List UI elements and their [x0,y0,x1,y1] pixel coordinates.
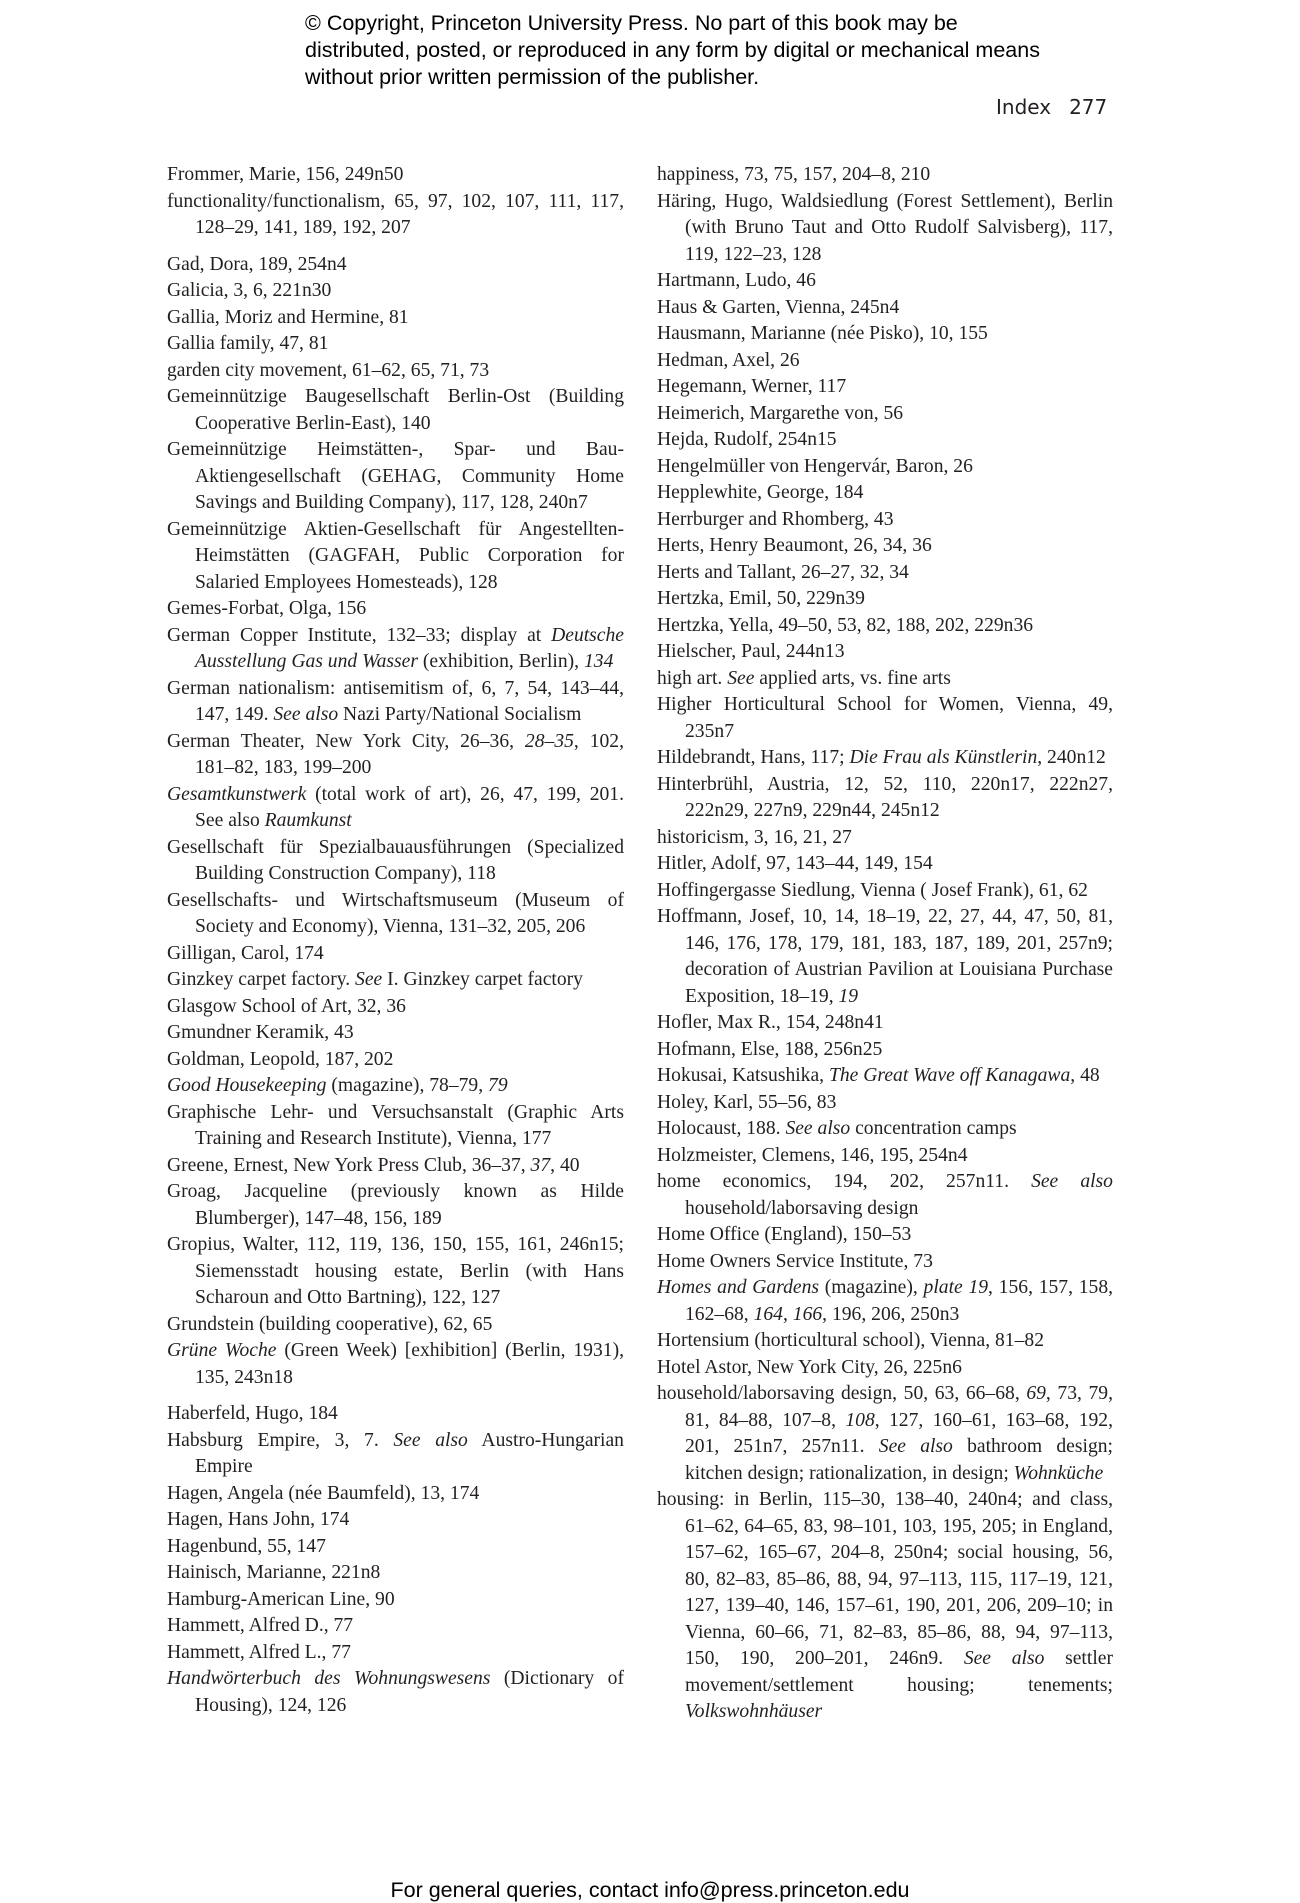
index-entry: Hartmann, Ludo, 46 [657,270,816,291]
index-entry: Home Office (England), 150–53 [657,1224,912,1245]
index-entry: Herrburger and Rhomberg, 43 [657,508,894,530]
index-entry: Hertzka, Yella, 49–50, 53, 82, 188, 202, 229n36 [657,614,1034,636]
index-entry: Habsburg Empire, 3, 7. See also Austro-Hungarian Empire [167,1429,624,1477]
index-entry: Higher Horticultural School for Women, Vienna, 49, 235n7 [657,694,1113,742]
index-entry: Hammett, Alfred D., 77 [167,1615,354,1636]
index-entry: home economics, 194, 202, 257n11. See also household/laborsaving design [657,1171,1113,1219]
index-entry: Hielscher, Paul, 244n13 [657,641,845,662]
index-entry: Hamburg-American Line, 90 [167,1588,395,1610]
index-entry: Gesellschaft für Spezialbauausführungen (Specialized Building Construction Company), 118 [167,836,624,884]
index-entry: Grundstein (building cooperative), 62, 65 [167,1313,493,1335]
index-entry: Heimerich, Margarethe von, 56 [657,402,904,424]
index-entry: Hotel Astor, New York City, 26, 225n6 [657,1356,962,1378]
index-entry: Gad, Dora, 189, 254n4 [167,253,347,275]
index-entry: Haberfeld, Hugo, 184 [167,1403,338,1424]
index-entry: Hausmann, Marianne (née Pisko), 10, 155 [657,323,988,344]
index-entry: German Copper Institute, 132–33; display at Deutsche Ausstellung Gas und Wasser (exhibition, Berlin), 134 [167,624,624,672]
index-entry: happiness, 73, 75, 157, 204–8, 210 [657,164,931,185]
index-entry: Hedman, Axel, 26 [657,349,800,371]
running-head-label: Index [996,95,1052,119]
index-entry: Herts and Tallant, 26–27, 32, 34 [657,561,909,583]
index-entry: Hoffingergasse Siedlung, Vienna ( Josef Frank), 61, 62 [657,879,1088,901]
index-column-left [167,162,624,1719]
index-entry: Gemes-Forbat, Olga, 156 [167,598,367,619]
index-entry: Hinterbrühl, Austria, 12, 52, 110, 220n17, 222n27, 222n29, 227n9, 229n44, 245n12 [657,773,1113,821]
index-entry: Gmundner Keramik, 43 [167,1022,354,1043]
index-entry: Handwörterbuch des Wohnungswesens (Dictionary of Housing), 124, 126 [167,1668,624,1716]
copyright-notice: © Copyright, Princeton University Press. No part of this book may be distributed, posted, or reproduced in any form by digital or mechanical means without prior written permission of the publisher. [305,11,1040,89]
index-entry: functionality/functionalism, 65, 97, 102, 107, 111, 117, 128–29, 141, 189, 192, 207 [167,190,624,238]
index-entry: Gesellschafts- und Wirtschaftsmuseum (Museum of Society and Economy), Vienna, 131–32, 205, 206 [167,889,624,937]
index-entry: Groag, Jacqueline (previously known as Hilde Blumberger), 147–48, 156, 189 [167,1181,624,1229]
page-number: 277 [1069,95,1108,119]
index-entry: Home Owners Service Institute, 73 [657,1250,933,1272]
index-entry: Grüne Woche (Green Week) [exhibition] (Berlin, 1931), 135, 243n18 [167,1340,624,1388]
footer-contact: For general queries, contact info@press.princeton.edu [390,1878,910,1902]
index-entry: Holey, Karl, 55–56, 83 [657,1091,837,1113]
index-entry: Hofmann, Else, 188, 256n25 [657,1038,883,1060]
index-entry: Hagen, Hans John, 174 [167,1509,350,1530]
index-entry: Ginzkey carpet factory. See I. Ginzkey carpet factory [167,969,583,990]
index-entry: Hagenbund, 55, 147 [167,1535,326,1557]
index-entry: Hitler, Adolf, 97, 143–44, 149, 154 [657,853,933,874]
index-entry: Hokusai, Katsushika, The Great Wave off Kanagawa, 48 [657,1065,1100,1086]
index-entry: Hepplewhite, George, 184 [657,482,864,503]
index-entry: Gemeinnützige Aktien-Gesellschaft für Angestellten-Heimstätten (GAGFAH, Public Corporation for Salaried Employees Homesteads), 128 [167,518,624,593]
index-entry: Hengelmüller von Hengervár, Baron, 26 [657,455,973,477]
index-entry: Gilligan, Carol, 174 [167,942,324,964]
index-entry: historicism, 3, 16, 21, 27 [657,826,852,848]
index-entry: Hegemann, Werner, 117 [657,376,847,397]
index-entry: Good Housekeeping (magazine), 78–79, 79 [167,1075,508,1096]
index-entry: Hertzka, Emil, 50, 229n39 [657,588,865,609]
index-entry: Hejda, Rudolf, 254n15 [657,429,837,450]
index-entry: Galicia, 3, 6, 221n30 [167,280,332,301]
index-entry: Greene, Ernest, New York Press Club, 36–37, 37, 40 [167,1154,580,1176]
index-entry: Hammett, Alfred L., 77 [167,1641,351,1663]
index-entry: Gemeinnützige Baugesellschaft Berlin-Ost (Building Cooperative Berlin-East), 140 [167,386,624,434]
index-entry: Gropius, Walter, 112, 119, 136, 150, 155, 161, 246n15; Siemensstadt housing estate, Berlin (with Hans Scharoun and Otto Bartning), 122, 127 [167,1234,624,1308]
index-entry: Häring, Hugo, Waldsiedlung (Forest Settlement), Berlin (with Bruno Taut and Otto Rudolf Salvisberg), 117, 119, 122–23, 128 [657,190,1113,265]
index-entry: Homes and Gardens (magazine), plate 19, 156, 157, 158, 162–68, 164, 166, 196, 206, 250n3 [657,1277,1114,1325]
index-entry: Gallia, Moriz and Hermine, 81 [167,306,409,328]
index-entry: Holzmeister, Clemens, 146, 195, 254n4 [657,1144,968,1166]
index-entry: German nationalism: antisemitism of, 6, 7, 54, 143–44, 147, 149. See also Nazi Party/National Socialism [167,677,624,725]
index-entry: Hildebrandt, Hans, 117; Die Frau als Künstlerin, 240n12 [657,747,1106,768]
index-entry: housing: in Berlin, 115–30, 138–40, 240n4; and class, 61–62, 64–65, 83, 98–101, 103, 195, 205; in England, 157–62, 165–67, 204–8, 250n4; social housing, 56, 80, 82–83, 85–86, 88, 94, 97–113, 115, 117–19, 121, 127, 139–40, 146, 157–61, 190, 201, 206, 209–10; in Vienna, 60–66, 71, 82–83, 85–86, 88, 94, 97–113, 150, 190, 200–201, 246n9. See also settler movement/settlement housing; tenements; Volkswohnhäuser [657,1489,1113,1722]
index-column-right [657,162,1113,1726]
index-entry: Glasgow School of Art, 32, 36 [167,995,406,1017]
index-entry: Graphische Lehr- und Versuchsanstalt (Graphic Arts Training and Research Institute), Vienna, 177 [167,1101,624,1149]
index-entry: Goldman, Leopold, 187, 202 [167,1048,394,1070]
index-entry: household/laborsaving design, 50, 63, 66–68, 69, 73, 79, 81, 84–88, 107–8, 108, 127, 160–61, 163–68, 192, 201, 251n7, 257n11. See also bathroom design; kitchen design; rationalization, in design; Wohnküche [657,1383,1114,1484]
index-entry: Herts, Henry Beaumont, 26, 34, 36 [657,535,932,556]
index-entry: Hortensium (horticultural school), Vienna, 81–82 [657,1330,1044,1351]
index-entry: Gesamtkunstwerk (total work of art), 26, 47, 199, 201. See also Raumkunst [167,783,624,831]
index-entry: Hoffmann, Josef, 10, 14, 18–19, 22, 27, 44, 47, 50, 81, 146, 176, 178, 179, 181, 183, 187, 189, 201, 257n9; decoration of Austrian Pavilion at Louisiana Purchase Exposition, 18–19, 19 [657,906,1113,1007]
running-head [996,95,1107,119]
index-entry: Gallia family, 47, 81 [167,333,329,354]
index-entry: Hagen, Angela (née Baumfeld), 13, 174 [167,1482,480,1504]
index-entry: high art. See applied arts, vs. fine arts [657,667,951,689]
index-entry: Hofler, Max R., 154, 248n41 [657,1012,884,1033]
index-entry: Hainisch, Marianne, 221n8 [167,1562,381,1583]
index-entry: Holocaust, 188. See also concentration camps [657,1118,1017,1139]
index-entry: Frommer, Marie, 156, 249n50 [167,164,404,185]
index-entry: German Theater, New York City, 26–36, 28–35, 102, 181–82, 183, 199–200 [167,730,624,778]
index-entry: Gemeinnützige Heimstätten-, Spar- und Bau-Aktiengesellschaft (GEHAG, Community Home Savings and Building Company), 117, 128, 240n7 [167,439,624,513]
index-entry: garden city movement, 61–62, 65, 71, 73 [167,359,490,381]
index-entry: Haus & Garten, Vienna, 245n4 [657,296,900,318]
